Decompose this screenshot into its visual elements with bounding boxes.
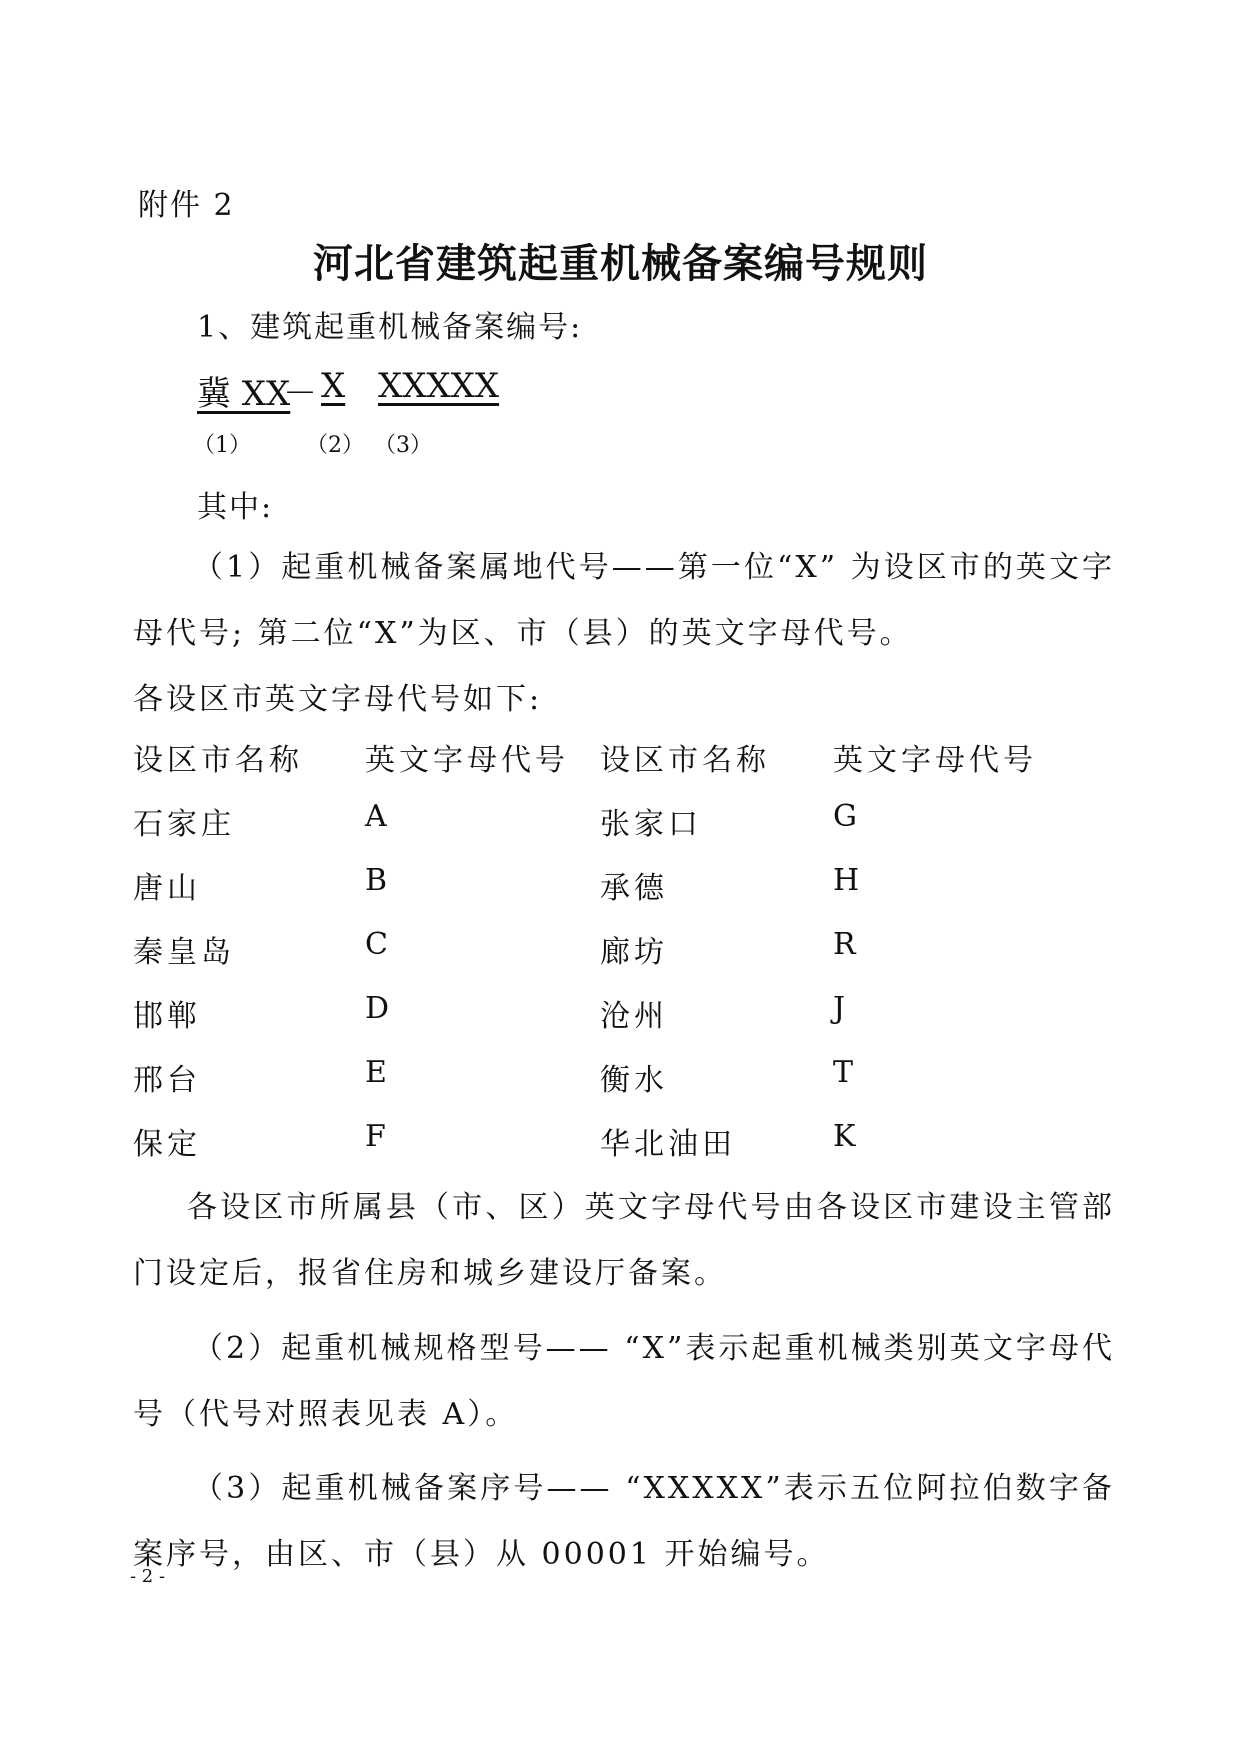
table-intro: 各设区市英文字母代号如下: (133, 682, 543, 717)
city-name: 衡水 (600, 1063, 668, 1098)
city-code: C (365, 927, 392, 962)
code-part-region: 冀 XX (197, 374, 291, 414)
city-code: H (833, 863, 864, 898)
city-name: 邯郸 (133, 999, 201, 1034)
table-header: 设区市名称 (133, 743, 303, 778)
code-mark-2: （2） (306, 433, 364, 458)
city-name: 石家庄 (133, 807, 235, 842)
qizhong-label: 其中: (197, 490, 274, 525)
city-code: D (365, 991, 394, 1026)
table-header: 英文字母代号 (365, 743, 569, 778)
page-title: 河北省建筑起重机械备案编号规则 (313, 241, 928, 287)
attachment-label: 附件 2 (138, 188, 235, 223)
city-name: 保定 (133, 1127, 201, 1162)
section1-heading: 1、建筑起重机械备案编号: (197, 310, 583, 345)
paragraph-county-codes: 各设区市所属县（市、区）英文字母代号由各设区市建设主管部门设定后，报省住房和城乡建设厅备案。 (133, 1190, 1115, 1291)
city-code: T (833, 1055, 858, 1090)
code-part-serial: XXXXX (378, 366, 500, 406)
city-code: E (365, 1055, 391, 1090)
city-name: 承德 (600, 871, 668, 906)
paragraph-serial-number: （3）起重机械备案序号—— “XXXXX”表示五位阿拉伯数字备案序号，由区、市（县）从 00001 开始编号。 (133, 1471, 1115, 1572)
table-header: 英文字母代号 (833, 743, 1037, 778)
city-code: F (365, 1119, 390, 1154)
city-code: R (833, 927, 860, 962)
city-code-table (133, 735, 1093, 1183)
city-name: 张家口 (600, 807, 702, 842)
city-code: B (365, 863, 392, 898)
table-row (133, 799, 1093, 863)
city-name: 廊坊 (600, 935, 668, 970)
city-name: 华北油田 (600, 1127, 736, 1162)
page-number: - 2 - (130, 1566, 166, 1587)
table-row (133, 1055, 1093, 1119)
code-dash: － (283, 374, 317, 414)
city-code: J (833, 991, 850, 1026)
table-row (133, 927, 1093, 991)
code-part-type: X (321, 366, 346, 406)
table-row (133, 863, 1093, 927)
code-mark-1: （1） (193, 433, 251, 458)
table-header-row (133, 735, 1093, 799)
city-name: 秦皇岛 (133, 935, 235, 970)
table-header: 设区市名称 (600, 743, 770, 778)
code-mark-3: （3） (374, 433, 432, 458)
city-name: 沧州 (600, 999, 668, 1034)
paragraph-model-code: （2）起重机械规格型号—— “X”表示起重机械类别英文字母代号（代号对照表见表 A）。 (133, 1331, 1115, 1432)
city-name: 唐山 (133, 871, 201, 906)
city-name: 邢台 (133, 1063, 201, 1098)
paragraph-region-code: （1）起重机械备案属地代号——第一位“X” 为设区市的英文字母代号; 第二位“X”为区、市（县）的英文字母代号。 (133, 550, 1115, 651)
city-code: A (365, 799, 391, 834)
city-code: K (833, 1119, 860, 1154)
city-code: G (833, 799, 861, 834)
table-row (133, 1119, 1093, 1183)
table-row (133, 991, 1093, 1055)
